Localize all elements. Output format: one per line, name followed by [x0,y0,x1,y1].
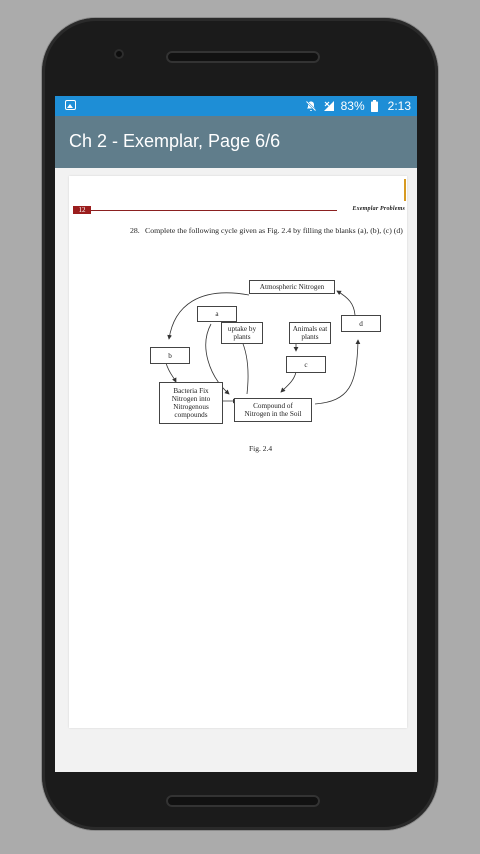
earpiece-speaker [166,51,320,63]
box-b: b [150,347,190,364]
image-icon [65,100,76,110]
battery-icon [371,100,378,112]
figure-caption: Fig. 2.4 [249,444,273,453]
phone-frame [42,18,438,830]
box-bacteria: Bacteria Fix Nitrogen into Nitrogenous compounds [159,382,223,424]
box-a: a [197,306,237,322]
box-uptake-by-plants: uptake by plants [221,322,263,344]
status-bar [55,96,417,116]
app-bar [55,116,417,168]
front-camera [114,49,124,59]
battery-percent: 83% [340,99,365,113]
question-text: Complete the following cycle given as Fig. 2.4 by filling the blanks (a), (b), (c) (d) [145,226,403,235]
box-compound-of-nitrogen: Compound of Nitrogen in the Soil [234,398,312,422]
status-right [305,98,411,114]
muted-bell-icon [305,100,317,112]
bottom-speaker [166,795,320,807]
screen [55,96,417,772]
page-number: 12 [73,206,91,214]
pdf-viewer[interactable] [55,168,417,772]
box-atmospheric-nitrogen: Atmospheric Nitrogen [249,280,335,294]
status-time: 2:13 [387,99,411,113]
nitrogen-cycle-arrows [69,176,407,728]
header-title: Exemplar Problems [352,206,405,212]
box-c: c [286,356,326,373]
box-d: d [341,315,381,332]
signal-icon [323,100,335,112]
box-animals-eat-plants: Animals eat plants [289,322,331,344]
question-number: 28. [130,226,140,235]
pdf-page[interactable] [69,176,407,728]
page-title: Ch 2 - Exemplar, Page 6/6 [69,131,281,151]
